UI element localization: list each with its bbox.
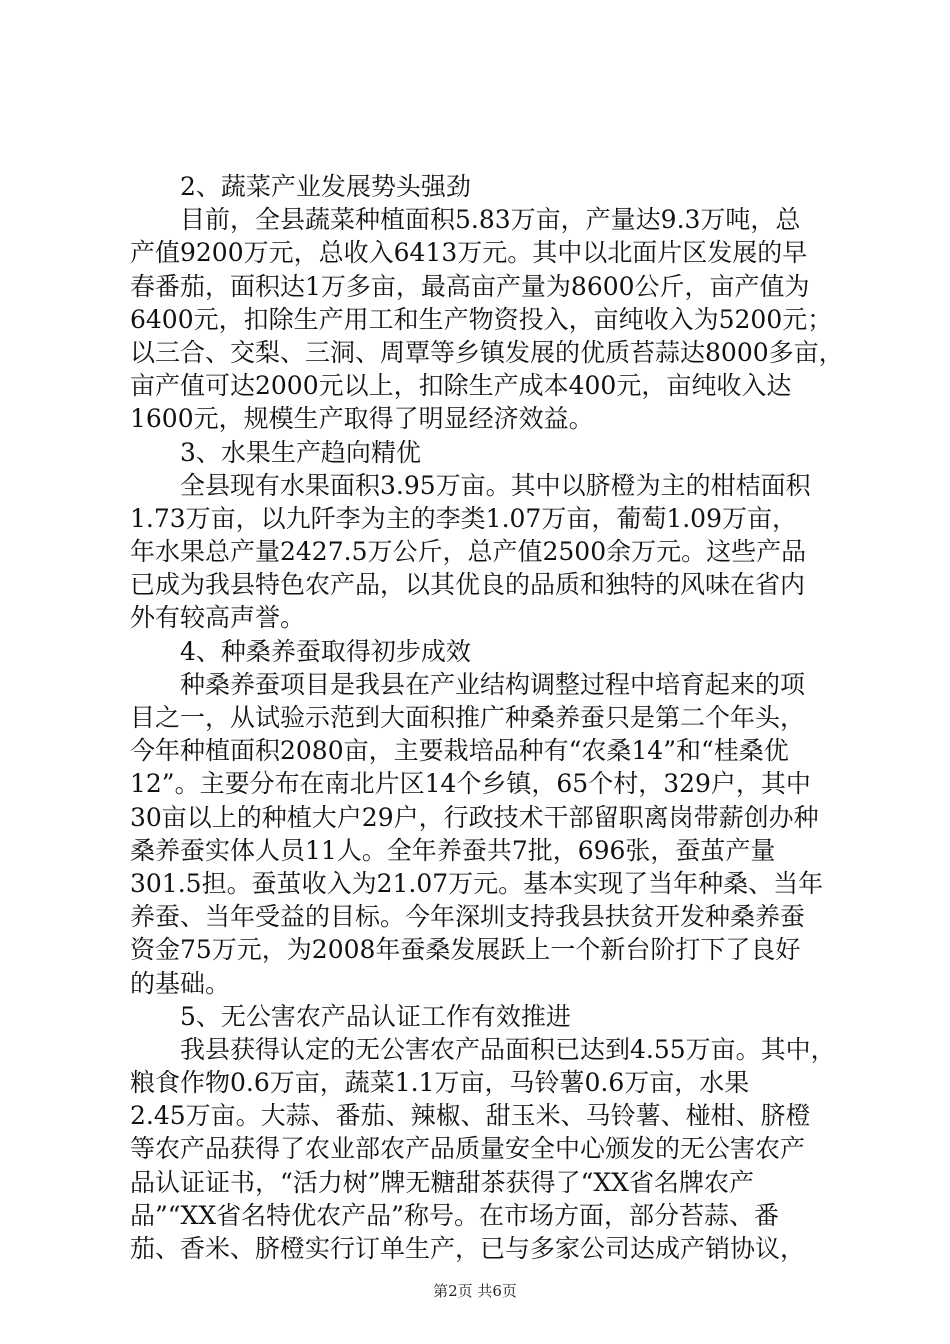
paragraph-line: 资金75万元，为2008年蚕桑发展跃上一个新台阶打下了良好	[130, 935, 801, 965]
paragraph-line: 品认证证书，“活力树”牌无糖甜茶获得了“XX省名牌农产	[130, 1167, 754, 1197]
paragraph-line: 外有较高声誉。	[130, 603, 306, 633]
paragraph-line: 茄、香米、脐橙实行订单生产，已与多家公司达成产销协议，	[130, 1234, 806, 1263]
paragraph-line: 目之一，从试验示范到大面积推广种桑养蚕只是第二个年头，	[130, 703, 806, 732]
paragraph-line: 1.73万亩，以九阡李为主的李类1.07万亩，葡萄1.09万亩，	[130, 503, 797, 533]
section-heading-certification: 5、无公害农产品认证工作有效推进	[130, 1001, 571, 1031]
paragraph-line: 1600元，规模生产取得了明显经济效益。	[130, 404, 594, 434]
section-heading-sericulture: 4、种桑养蚕取得初步成效	[130, 636, 471, 666]
paragraph-line: 今年种植面积2080亩，主要栽培品种有“农桑14”和“桂桑优	[130, 736, 789, 766]
paragraph-line: 以三合、交梨、三洞、周覃等乡镇发展的优质苔蒜达8000多亩，	[130, 337, 844, 367]
document-body	[130, 170, 844, 1265]
section-heading-fruit: 3、水果生产趋向精优	[130, 437, 421, 467]
section-heading-vegetables: 2、蔬菜产业发展势头强劲	[130, 172, 471, 201]
paragraph-line: 年水果总产量2427.5万公斤，总产值2500余万元。这些产品	[130, 537, 807, 567]
paragraph-line: 亩产值可达2000元以上，扣除生产成本400元，亩纯收入达	[130, 371, 792, 401]
paragraph-line: 全县现有水果面积3.95万亩。其中以脐橙为主的柑桔面积	[130, 470, 811, 500]
paragraph-line: 12”。主要分布在南北片区14个乡镇，65个村，329户，其中	[130, 769, 811, 799]
paragraph-line: 品”“XX省名特优农产品”称号。在市场方面，部分苔蒜、番	[130, 1200, 779, 1230]
paragraph-line: 301.5担。蚕茧收入为21.07万元。基本实现了当年种桑、当年	[130, 868, 824, 898]
paragraph-line: 30亩以上的种植大户29户，行政技术干部留职离岗带薪创办种	[130, 802, 819, 832]
paragraph-line: 产值9200万元，总收入6413万元。其中以北面片区发展的早	[130, 238, 808, 268]
paragraph-line: 养蚕、当年受益的目标。今年深圳支持我县扶贫开发种桑养蚕	[130, 902, 806, 932]
paragraph-line: 6400元，扣除生产用工和生产物资投入，亩纯收入为5200元；	[130, 304, 833, 334]
paragraph-line: 我县获得认定的无公害农产品面积已达到4.55万亩。其中，	[130, 1034, 836, 1064]
paragraph-line: 等农产品获得了农业部农产品质量安全中心颁发的无公害农产	[130, 1134, 806, 1164]
paragraph-line: 2.45万亩。大蒜、番茄、辣椒、甜玉米、马铃薯、椪柑、脐橙	[130, 1101, 811, 1131]
paragraph-line: 春番茄，面积达1万多亩，最高亩产量为8600公斤，亩产值为	[130, 271, 810, 301]
paragraph-line: 种桑养蚕项目是我县在产业结构调整过程中培育起来的项	[130, 669, 806, 699]
paragraph-line: 目前，全县蔬菜种植面积5.83万亩，产量达9.3万吨，总	[130, 205, 801, 235]
paragraph-line: 的基础。	[130, 968, 231, 998]
paragraph-line: 粮食作物0.6万亩，蔬菜1.1万亩，马铃薯0.6万亩，水果	[130, 1068, 750, 1098]
paragraph-line: 已成为我县特色农产品，以其优良的品质和独特的风味在省内	[130, 570, 806, 600]
page-number-footer: 第2页 共6页	[433, 1282, 517, 1300]
paragraph-line: 桑养蚕实体人员11人。全年养蚕共7批，696张，蚕茧产量	[130, 835, 776, 865]
